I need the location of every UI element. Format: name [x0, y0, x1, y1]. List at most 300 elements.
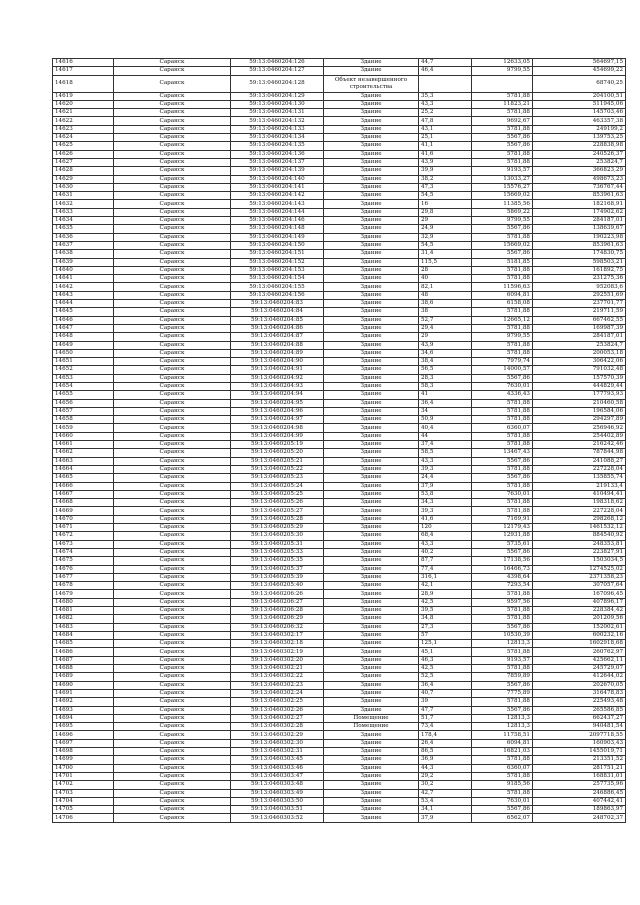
table-row [53, 391, 626, 399]
cell-object-type: Здание [324, 117, 419, 125]
cell-row-number: 14705 [53, 806, 114, 814]
cell-area: 41 [419, 391, 472, 399]
cell-cadastral-value: 223827,91 [533, 548, 626, 556]
cell-cadastral-value: 444829,44 [533, 382, 626, 390]
cell-city: Саранск [114, 714, 231, 722]
cell-area: 40,4 [419, 424, 472, 432]
table-row [53, 532, 626, 540]
cell-unit-cost: 12179,43 [472, 524, 533, 532]
cell-object-type: Здание [324, 698, 419, 706]
cell-object-type: Здание [324, 748, 419, 756]
cell-row-number: 14670 [53, 515, 114, 523]
cell-unit-cost: 5567,86 [472, 250, 533, 258]
table-row [53, 266, 626, 274]
cell-unit-cost: 5567,86 [472, 623, 533, 631]
cell-object-type: Здание [324, 540, 419, 548]
cell-area: 46,4 [419, 67, 472, 75]
cell-row-number: 14692 [53, 698, 114, 706]
cell-cadastral-number: 59:13:0460204:97 [231, 416, 324, 424]
cell-city: Саранск [114, 449, 231, 457]
cell-unit-cost: 5567,86 [472, 806, 533, 814]
table-row [53, 648, 626, 656]
cell-area: 44,3 [419, 764, 472, 772]
cell-cadastral-value: 168831,01 [533, 772, 626, 780]
cell-unit-cost: 14000,57 [472, 366, 533, 374]
cell-city: Саранск [114, 399, 231, 407]
cell-city: Саранск [114, 731, 231, 739]
cell-cadastral-value: 425662,11 [533, 656, 626, 664]
table-row [53, 465, 626, 473]
cell-object-type: Здание [324, 631, 419, 639]
cell-area: 125,1 [419, 640, 472, 648]
cell-object-type: Здание [324, 233, 419, 241]
cell-row-number: 14619 [53, 92, 114, 100]
cell-cadastral-number: 59:13:0460204:136 [231, 150, 324, 158]
cell-area: 37,9 [419, 814, 472, 822]
cell-cadastral-number: 59:13:0460204:133 [231, 125, 324, 133]
table-row [53, 548, 626, 556]
cell-cadastral-value: 853961,63 [533, 192, 626, 200]
cell-area: 39,3 [419, 465, 472, 473]
cell-cadastral-value: 1461532,12 [533, 524, 626, 532]
cell-unit-cost [472, 75, 533, 92]
cell-object-type: Здание [324, 407, 419, 415]
cell-cadastral-number: 59:13:0460302:22 [231, 673, 324, 681]
cell-cadastral-number: 59:13:0460204:126 [231, 59, 324, 67]
cell-object-type: Здание [324, 424, 419, 432]
cell-city: Саранск [114, 615, 231, 623]
cell-row-number: 14634 [53, 217, 114, 225]
cell-area: 29,8 [419, 208, 472, 216]
table-row [53, 490, 626, 498]
cell-row-number: 14701 [53, 772, 114, 780]
cell-cadastral-value: 216242,46 [533, 441, 626, 449]
cell-object-type: Здание [324, 349, 419, 357]
cell-object-type: Здание [324, 150, 419, 158]
cell-object-type: Помещение [324, 714, 419, 722]
cell-city: Саранск [114, 806, 231, 814]
cell-object-type: Здание [324, 208, 419, 216]
cell-object-type: Здание [324, 449, 419, 457]
cell-cadastral-value: 454699,22 [533, 67, 626, 75]
cell-city: Саранск [114, 532, 231, 540]
cell-city: Саранск [114, 648, 231, 656]
cell-city: Саранск [114, 656, 231, 664]
cell-area: 46,3 [419, 656, 472, 664]
table-row [53, 134, 626, 142]
cell-cadastral-value: 200053,18 [533, 349, 626, 357]
cell-object-type: Здание [324, 499, 419, 507]
cell-row-number: 14680 [53, 598, 114, 606]
cell-cadastral-number: 59:13:0460204:153 [231, 266, 324, 274]
table-row [53, 374, 626, 382]
cell-area: 39 [419, 698, 472, 706]
cell-object-type: Здание [324, 324, 419, 332]
cell-cadastral-number: 59:13:0460302:17 [231, 631, 324, 639]
cell-city: Саранск [114, 241, 231, 249]
cell-area: 39,3 [419, 507, 472, 515]
cell-cadastral-value: 167096,45 [533, 590, 626, 598]
cell-object-type: Здание [324, 258, 419, 266]
cell-cadastral-number: 59:13:0460204:132 [231, 117, 324, 125]
cell-row-number: 14688 [53, 665, 114, 673]
cell-object-type: Здание [324, 615, 419, 623]
cell-city: Саранск [114, 341, 231, 349]
cell-area: 120 [419, 524, 472, 532]
cell-row-number: 14657 [53, 407, 114, 415]
cell-area: 50,9 [419, 416, 472, 424]
cell-city: Саранск [114, 748, 231, 756]
cell-unit-cost: 6094,81 [472, 291, 533, 299]
cell-cadastral-value: 225493,48 [533, 698, 626, 706]
cell-unit-cost: 15576,27 [472, 183, 533, 191]
cell-unit-cost: 7630,01 [472, 490, 533, 498]
cell-cadastral-number: 59:13:0460302:20 [231, 656, 324, 664]
cell-city: Саранск [114, 283, 231, 291]
cell-object-type: Здание [324, 515, 419, 523]
cell-city: Саранск [114, 167, 231, 175]
cell-cadastral-value: 228384,42 [533, 607, 626, 615]
table-row [53, 789, 626, 797]
table-row [53, 673, 626, 681]
cell-unit-cost: 5781,88 [472, 665, 533, 673]
cell-cadastral-value: 410494,41 [533, 490, 626, 498]
cell-city: Саранск [114, 548, 231, 556]
table-row [53, 167, 626, 175]
table-row [53, 217, 626, 225]
cell-row-number: 14632 [53, 200, 114, 208]
table-row [53, 656, 626, 664]
cell-cadastral-number: 59:13:0460204:142 [231, 192, 324, 200]
cell-unit-cost: 5781,88 [472, 349, 533, 357]
cell-area: 68,4 [419, 532, 472, 540]
cell-area: 53,8 [419, 490, 472, 498]
cell-object-type: Здание [324, 689, 419, 697]
cell-row-number: 14706 [53, 814, 114, 822]
cell-unit-cost: 5181,85 [472, 258, 533, 266]
cell-cadastral-number: 59:13:0460204:94 [231, 391, 324, 399]
cell-cadastral-value: 189863,97 [533, 806, 626, 814]
cell-city: Саранск [114, 109, 231, 117]
cell-cadastral-value: 1503034,5 [533, 557, 626, 565]
cell-area: 27,3 [419, 623, 472, 631]
cell-cadastral-value: 174830,75 [533, 250, 626, 258]
cell-cadastral-value: 248353,81 [533, 540, 626, 548]
cell-unit-cost: 5781,88 [472, 607, 533, 615]
cell-city: Саранск [114, 391, 231, 399]
cell-city: Саранск [114, 266, 231, 274]
cell-area: 40,2 [419, 548, 472, 556]
table-row [53, 781, 626, 789]
cell-unit-cost: 13033,27 [472, 175, 533, 183]
cell-area: 25,2 [419, 109, 472, 117]
cell-object-type: Здание [324, 731, 419, 739]
cell-city: Саранск [114, 457, 231, 465]
cell-area: 41,6 [419, 515, 472, 523]
cell-unit-cost: 5781,88 [472, 341, 533, 349]
table-row [53, 598, 626, 606]
table-row [53, 183, 626, 191]
cell-row-number: 14643 [53, 291, 114, 299]
cell-cadastral-number: 59:13:0460302:19 [231, 648, 324, 656]
table-row [53, 772, 626, 780]
cell-city: Саранск [114, 540, 231, 548]
cell-row-number: 14689 [53, 673, 114, 681]
table-row [53, 92, 626, 100]
cell-city: Саранск [114, 175, 231, 183]
cell-row-number: 14684 [53, 631, 114, 639]
cell-cadastral-number: 59:13:0460204:128 [231, 75, 324, 92]
table-row [53, 109, 626, 117]
cell-city: Саранск [114, 814, 231, 822]
cell-row-number: 14648 [53, 333, 114, 341]
cell-city: Саранск [114, 557, 231, 565]
cell-unit-cost: 9185,56 [472, 781, 533, 789]
cell-object-type: Здание [324, 109, 419, 117]
cell-cadastral-value: 253824,7 [533, 158, 626, 166]
table-row [53, 806, 626, 814]
cell-area: 29,2 [419, 772, 472, 780]
cell-area: 86,5 [419, 748, 472, 756]
cell-area: 31,4 [419, 250, 472, 258]
cell-cadastral-value: 227228,04 [533, 507, 626, 515]
cell-object-type: Здание [324, 167, 419, 175]
table-row [53, 341, 626, 349]
cell-unit-cost: 12665,12 [472, 316, 533, 324]
cell-cadastral-value: 169987,39 [533, 324, 626, 332]
cell-city: Саранск [114, 291, 231, 299]
cell-row-number: 14644 [53, 300, 114, 308]
cell-cadastral-value: 201209,56 [533, 615, 626, 623]
cell-cadastral-number: 59:13:0460205:19 [231, 441, 324, 449]
cell-object-type: Здание [324, 673, 419, 681]
cell-cadastral-number: 59:13:0460204:140 [231, 175, 324, 183]
cell-cadastral-number: 59:13:0460206:32 [231, 623, 324, 631]
table-row [53, 797, 626, 805]
cell-object-type: Здание [324, 217, 419, 225]
cell-object-type: Здание [324, 67, 419, 75]
cell-cadastral-value: 940481,54 [533, 723, 626, 731]
cell-cadastral-number: 59:13:0460205:27 [231, 507, 324, 515]
cell-cadastral-value: 407896,17 [533, 598, 626, 606]
cell-unit-cost: 5781,88 [472, 399, 533, 407]
cell-cadastral-value: 210460,58 [533, 399, 626, 407]
cell-city: Саранск [114, 515, 231, 523]
cell-city: Саранск [114, 92, 231, 100]
cell-area: 58,5 [419, 449, 472, 457]
cell-object-type: Здание [324, 250, 419, 258]
cell-city: Саранск [114, 75, 231, 92]
cell-cadastral-value: 662437,27 [533, 714, 626, 722]
cell-row-number: 14664 [53, 465, 114, 473]
cell-row-number: 14629 [53, 175, 114, 183]
cell-cadastral-number: 59:13:0460205:24 [231, 482, 324, 490]
cell-unit-cost: 7630,01 [472, 797, 533, 805]
cell-city: Саранск [114, 233, 231, 241]
cell-cadastral-value: 265586,85 [533, 706, 626, 714]
cell-row-number: 14662 [53, 449, 114, 457]
cell-object-type: Здание [324, 739, 419, 747]
cell-cadastral-number: 59:13:0460204:83 [231, 300, 324, 308]
cell-cadastral-number: 59:13:0460204:88 [231, 341, 324, 349]
cell-object-type: Здание [324, 374, 419, 382]
cell-object-type: Здание [324, 590, 419, 598]
cell-city: Саранск [114, 225, 231, 233]
cell-cadastral-number: 59:13:0460205:30 [231, 532, 324, 540]
cell-object-type: Здание [324, 92, 419, 100]
cell-area: 42,5 [419, 598, 472, 606]
cell-unit-cost: 5781,88 [472, 789, 533, 797]
cell-area: 58,3 [419, 382, 472, 390]
table-row [53, 482, 626, 490]
cell-cadastral-value: 498673,23 [533, 175, 626, 183]
cell-unit-cost: 5781,88 [472, 615, 533, 623]
cell-cadastral-number: 59:13:0460206:26 [231, 590, 324, 598]
cell-object-type: Здание [324, 573, 419, 581]
cell-cadastral-value: 227228,04 [533, 465, 626, 473]
cell-row-number: 14676 [53, 565, 114, 573]
cell-area: 48 [419, 291, 472, 299]
cell-object-type: Здание [324, 358, 419, 366]
cell-unit-cost: 16466,73 [472, 565, 533, 573]
table-row [53, 241, 626, 249]
cell-cadastral-number: 59:13:0460302:24 [231, 689, 324, 697]
cell-unit-cost: 9193,57 [472, 656, 533, 664]
cell-object-type: Здание [324, 275, 419, 283]
cell-unit-cost: 5781,88 [472, 109, 533, 117]
cell-unit-cost: 5781,88 [472, 499, 533, 507]
cell-cadastral-value: 202670,05 [533, 681, 626, 689]
cell-cadastral-number: 59:13:0460204:139 [231, 167, 324, 175]
cell-row-number: 14633 [53, 208, 114, 216]
cell-row-number: 14628 [53, 167, 114, 175]
cell-city: Саранск [114, 208, 231, 216]
cell-area: 37,9 [419, 482, 472, 490]
cell-row-number: 14661 [53, 441, 114, 449]
table-body [53, 59, 626, 823]
cell-row-number: 14703 [53, 789, 114, 797]
cell-area: 28 [419, 266, 472, 274]
cell-area: 42,1 [419, 582, 472, 590]
cell-city: Саранск [114, 366, 231, 374]
cell-object-type: Здание [324, 598, 419, 606]
cell-city: Саранск [114, 772, 231, 780]
cell-unit-cost: 5781,88 [472, 416, 533, 424]
cell-cadastral-number: 59:13:0460204:143 [231, 200, 324, 208]
cell-row-number: 14616 [53, 59, 114, 67]
table-row [53, 67, 626, 75]
cell-cadastral-value: 139753,25 [533, 134, 626, 142]
cell-area: 43,1 [419, 125, 472, 133]
table-row [53, 75, 626, 92]
cell-unit-cost: 5567,86 [472, 374, 533, 382]
cell-unit-cost: 9799,55 [472, 67, 533, 75]
cell-unit-cost: 7169,91 [472, 515, 533, 523]
cell-cadastral-value: 254402,89 [533, 432, 626, 440]
cell-area: 38,2 [419, 175, 472, 183]
cell-area: 39,9 [419, 167, 472, 175]
cell-city: Саранск [114, 781, 231, 789]
cell-cadastral-number: 59:13:0460204:149 [231, 233, 324, 241]
cell-area: 115,5 [419, 258, 472, 266]
table-row [53, 275, 626, 283]
cell-row-number: 14654 [53, 382, 114, 390]
table-row [53, 233, 626, 241]
cell-object-type: Здание [324, 399, 419, 407]
cell-object-type: Здание [324, 532, 419, 540]
cell-unit-cost: 5567,86 [472, 681, 533, 689]
cell-cadastral-value: 1602918,68 [533, 640, 626, 648]
cell-cadastral-value: 219711,59 [533, 308, 626, 316]
cell-row-number: 14638 [53, 250, 114, 258]
cell-cadastral-value: 245729,07 [533, 665, 626, 673]
cell-cadastral-value: 791032,48 [533, 366, 626, 374]
cell-row-number: 14693 [53, 706, 114, 714]
table-row [53, 316, 626, 324]
cell-cadastral-number: 59:13:0460205:33 [231, 548, 324, 556]
table-row [53, 565, 626, 573]
cell-unit-cost: 5781,88 [472, 275, 533, 283]
cell-object-type: Здание [324, 192, 419, 200]
cell-cadastral-value: 284187,01 [533, 333, 626, 341]
cell-object-type: Здание [324, 797, 419, 805]
cell-cadastral-number: 59:13:0460302:30 [231, 739, 324, 747]
cell-cadastral-number: 59:13:0460302:27 [231, 714, 324, 722]
cell-cadastral-number: 59:13:0460302:29 [231, 731, 324, 739]
cell-cadastral-number: 59:13:0460204:156 [231, 291, 324, 299]
cell-cadastral-value: 198318,62 [533, 499, 626, 507]
cell-object-type: Здание [324, 59, 419, 67]
cell-unit-cost: 6360,07 [472, 424, 533, 432]
cell-unit-cost: 5567,86 [472, 548, 533, 556]
cell-area: 34,3 [419, 499, 472, 507]
cell-cadastral-value: 249199,2 [533, 125, 626, 133]
cell-unit-cost: 5567,86 [472, 706, 533, 714]
cell-area: 24,9 [419, 225, 472, 233]
cell-area: 51,7 [419, 714, 472, 722]
cell-area: 54,5 [419, 192, 472, 200]
cell-area: 52,5 [419, 673, 472, 681]
cell-area: 47,7 [419, 706, 472, 714]
cell-cadastral-number: 59:13:0460204:95 [231, 399, 324, 407]
cell-row-number: 14695 [53, 723, 114, 731]
cell-cadastral-value: 145703,46 [533, 109, 626, 117]
cell-cadastral-value: 253824,7 [533, 341, 626, 349]
cell-area: 52,7 [419, 316, 472, 324]
table-row [53, 764, 626, 772]
cell-row-number: 14640 [53, 266, 114, 274]
cell-unit-cost: 5781,88 [472, 482, 533, 490]
cell-row-number: 14659 [53, 424, 114, 432]
cell-cadastral-number: 59:13:0460204:93 [231, 382, 324, 390]
cell-city: Саранск [114, 142, 231, 150]
cell-cadastral-value: 787844,98 [533, 449, 626, 457]
cell-cadastral-number: 59:13:0460303:47 [231, 772, 324, 780]
cell-cadastral-number: 59:13:0460204:86 [231, 324, 324, 332]
cell-unit-cost: 5781,88 [472, 150, 533, 158]
cell-city: Саранск [114, 739, 231, 747]
table-row [53, 698, 626, 706]
cell-area: 24,4 [419, 474, 472, 482]
cell-object-type: Здание [324, 507, 419, 515]
table-row [53, 258, 626, 266]
cell-cadastral-value: 284187,01 [533, 217, 626, 225]
cell-cadastral-number: 59:13:0460204:148 [231, 225, 324, 233]
cell-city: Саранск [114, 308, 231, 316]
cell-unit-cost: 15669,02 [472, 192, 533, 200]
cell-unit-cost: 5781,88 [472, 465, 533, 473]
table-row [53, 300, 626, 308]
